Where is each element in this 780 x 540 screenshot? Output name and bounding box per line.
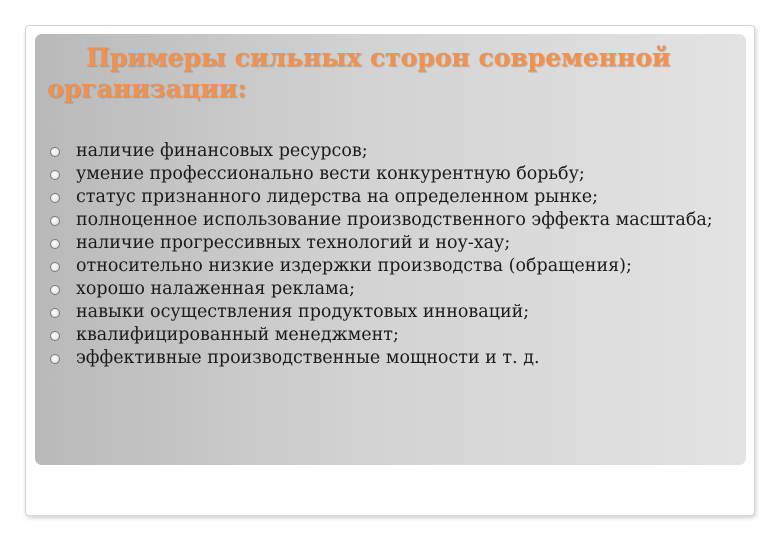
list-item-text: статус признанного лидерства на определенном рынке; [76,187,599,207]
circle-bullet-icon [50,354,60,364]
circle-bullet-icon [50,216,60,226]
list-item-text: хорошо налаженная реклама; [76,279,355,299]
circle-bullet-icon [50,193,60,203]
circle-bullet-icon [50,285,60,295]
circle-bullet-icon [50,239,60,249]
list-item [48,163,728,186]
list-item-text: полноценное использование производственного эффекта масштаба; [76,210,713,230]
list-item [48,347,728,370]
list-item [48,278,728,301]
slide-title: Примеры сильных сторон современной организации: [47,43,671,103]
list-item [48,140,728,163]
list-item-text: навыки осуществления продуктовых инноваций; [76,302,530,322]
list-item-text: наличие финансовых ресурсов; [76,141,368,161]
list-item-text: эффективные производственные мощности и т. д. [76,348,540,368]
list-item [48,186,728,209]
list-item-text: квалифицированный менеджмент; [76,325,399,345]
list-item [48,301,728,324]
circle-bullet-icon [50,170,60,180]
list-item [48,324,728,347]
list-item [48,209,728,232]
circle-bullet-icon [50,262,60,272]
bullet-list [48,140,728,370]
circle-bullet-icon [50,308,60,318]
circle-bullet-icon [50,331,60,341]
list-item-text: наличие прогрессивных технологий и ноу-хау; [76,233,511,253]
list-item [48,232,728,255]
list-item-text: умение профессионально вести конкурентную борьбу; [76,164,585,184]
circle-bullet-icon [50,147,60,157]
list-item [48,255,728,278]
list-item-text: относительно низкие издержки производства (обращения); [76,256,632,276]
